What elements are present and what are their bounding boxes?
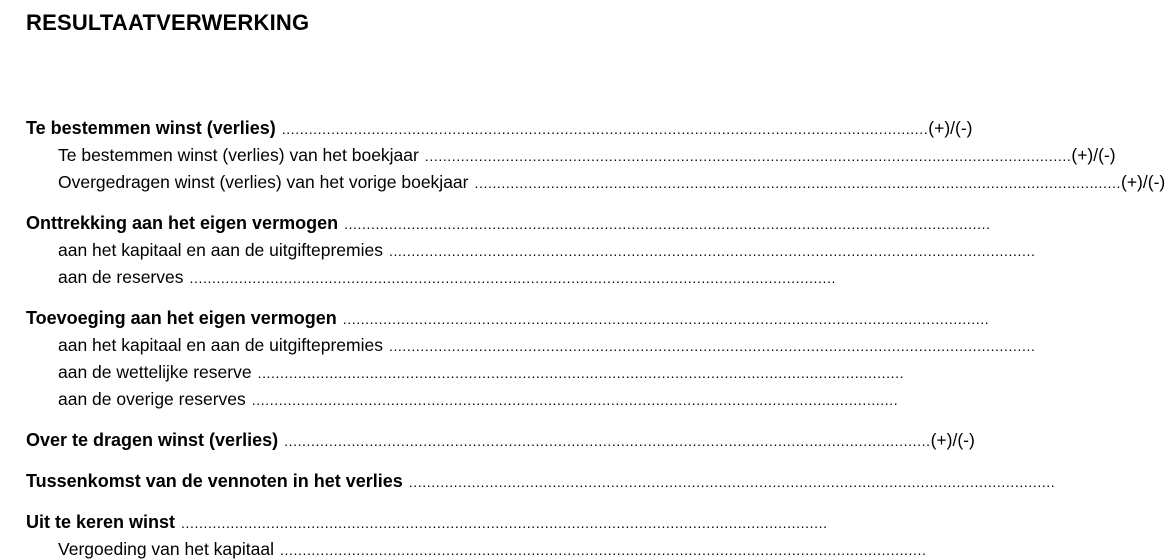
row-tussenkomst-vennoten <box>26 467 1056 491</box>
dot-leader: ................................................................................................................................................ <box>388 243 1036 259</box>
dot-leader: ................................................................................................................................................ <box>424 148 1072 164</box>
dot-leader: ................................................................................................................................................ <box>388 338 1036 354</box>
dot-leader: ................................................................................................................................................ <box>251 392 899 408</box>
row-label: aan de overige reserves <box>58 389 246 409</box>
row-toevoeging-overige-reserves <box>58 385 899 409</box>
sign-indicator: (+)/(-) <box>930 430 975 450</box>
row-over-te-dragen <box>26 426 975 450</box>
row-winst-boekjaar <box>58 141 1116 165</box>
dot-leader: ................................................................................................................................................ <box>257 365 905 381</box>
row-label: Over te dragen winst (verlies) <box>26 430 279 450</box>
sign-indicator: (+)/(-) <box>928 118 973 138</box>
row-label: Te bestemmen winst (verlies) <box>26 118 276 138</box>
sign-indicator: (+)/(-) <box>1071 145 1116 165</box>
dot-leader: ................................................................................................................................................ <box>408 474 1056 490</box>
row-label: Vergoeding van het kapitaal <box>58 539 274 559</box>
row-label: aan de wettelijke reserve <box>58 362 252 382</box>
dot-leader: ................................................................................................................................................ <box>280 542 927 558</box>
row-toevoeging <box>26 304 990 328</box>
row-onttrekking <box>26 209 991 233</box>
row-uit-te-keren <box>26 508 828 532</box>
dot-leader: ................................................................................................................................................ <box>344 216 991 232</box>
dot-leader: ................................................................................................................................................ <box>474 175 1121 191</box>
dot-leader: ................................................................................................................................................ <box>281 121 929 137</box>
page-title: RESULTAATVERWERKING <box>26 10 310 35</box>
row-label: aan het kapitaal en aan de uitgiftepremies <box>58 240 383 260</box>
row-toevoeging-wettelijke-reserve <box>58 358 905 382</box>
row-label: Te bestemmen winst (verlies) van het boekjaar <box>58 145 419 165</box>
row-te-bestemmen-winst <box>26 114 973 138</box>
row-onttrekking-kapitaal <box>58 236 1036 260</box>
dot-leader: ................................................................................................................................................ <box>189 270 837 286</box>
dot-leader: ................................................................................................................................................ <box>181 515 828 531</box>
row-overgedragen-winst <box>58 168 1165 192</box>
row-toevoeging-kapitaal <box>58 331 1036 355</box>
row-vergoeding-kapitaal <box>58 535 927 559</box>
row-label: Tussenkomst van de vennoten in het verlies <box>26 471 403 491</box>
sign-indicator: (+)/(-) <box>1121 172 1165 192</box>
row-label: aan het kapitaal en aan de uitgiftepremies <box>58 335 383 355</box>
dot-leader: ................................................................................................................................................ <box>284 433 931 449</box>
row-label: aan de reserves <box>58 267 184 287</box>
row-label: Toevoeging aan het eigen vermogen <box>26 308 337 328</box>
dot-leader: ................................................................................................................................................ <box>342 311 990 327</box>
row-onttrekking-reserves <box>58 263 837 287</box>
row-label: Uit te keren winst <box>26 512 176 532</box>
row-label: Onttrekking aan het eigen vermogen <box>26 213 339 233</box>
row-label: Overgedragen winst (verlies) van het vorige boekjaar <box>58 172 469 192</box>
